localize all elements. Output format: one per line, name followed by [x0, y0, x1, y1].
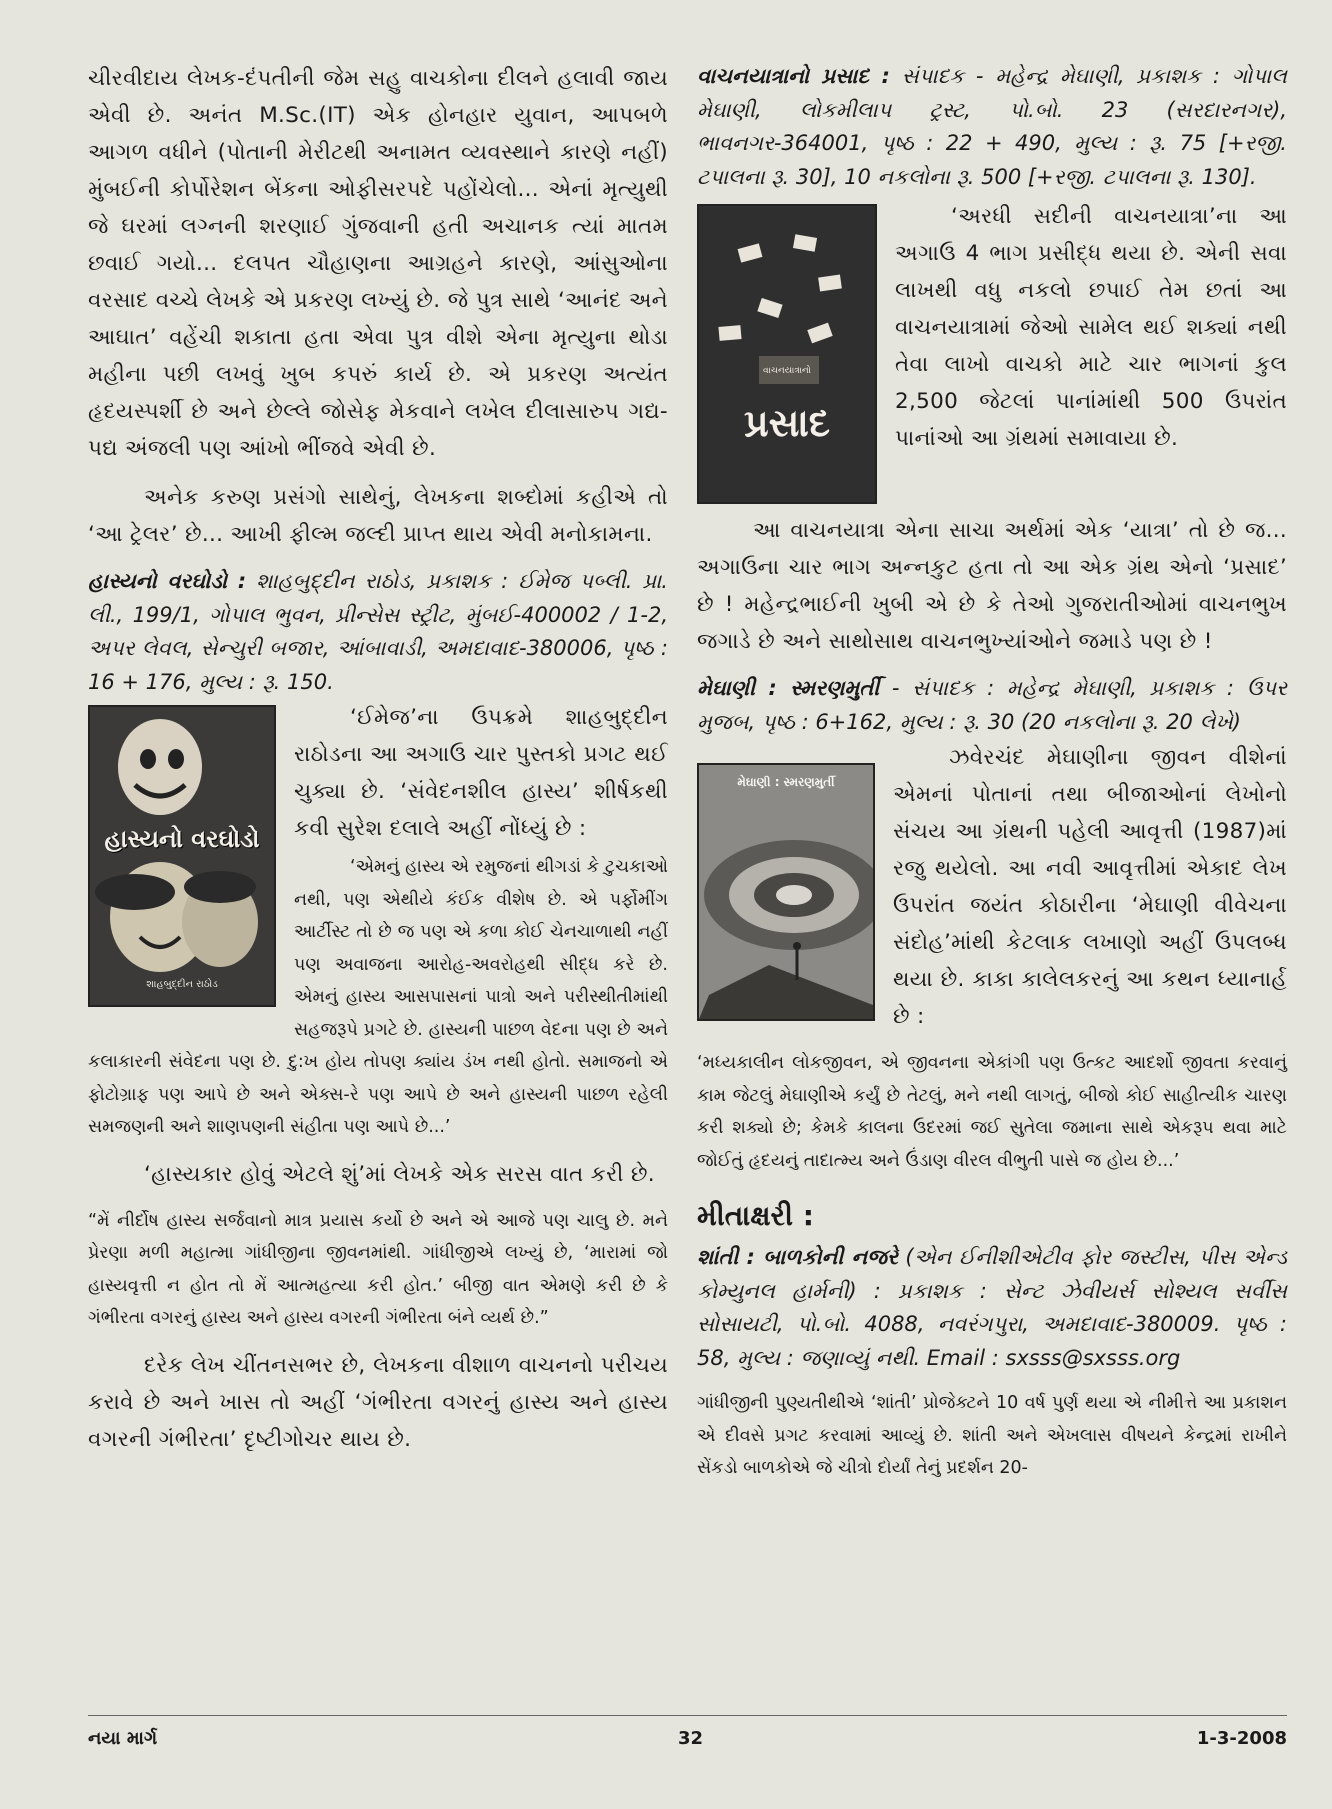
book-title: શાંતી : બાળકોની નજરે — [697, 1245, 898, 1269]
paragraph: અનેક કરુણ પ્રસંગો સાથેનું, લેખકના શબ્દોમાં કહીએ તો ‘આ ટ્રેલર’ છે... આખી ફીલ્મ જલ્દી પ્રાપ્ત થાય એવી મનોકામના. — [88, 485, 668, 547]
quote: “મેં નીર્દોષ હાસ્ય સર્જવાનો માત્ર પ્રયાસ કર્યો છે અને એ આજે પણ ચાલુ છે. મને પ્રેરણા મળી મહાત્મા ગાંધીજીના જીવનમાંથી. ગાંધીજીએ લખ્યું છે, ‘મારામાં જો હાસ્યવૃત્તી ન હોત તો મેં આત્મહત્યા કરી હોત.’ બીજી વાત એમણે કરી છે કે ગંભીરતા વગરનું હાસ્ય અને હાસ્ય વગરની ગંભીરતા બંને વ્યર્થ છે.” — [88, 1210, 668, 1328]
page-number: 32 — [678, 1728, 704, 1749]
quote: ‘એમનું હાસ્ય એ રમુજનાં થીગડાં કે ટુચકાઓ નથી, પણ એથીયે કંઈક વીશેષ છે. એ પર્ફોમીંગ આર્ટીસ્ટ તો છે જ પણ એ કળા કોઈ ચેનચાળાથી નહીં પણ અવાજના આરોહ-અવરોહથી સીદ્ધ કરે છે. એમનું હાસ્ય આસપાસનાં પાત્રો અને પરીસ્થીતીમાંથી સહજરૂપે પ્રગટે છે. હાસ્યની પાછળ વેદના પણ છે અને કલાકારની સંવેદના પણ છે. દુ:ખ હોય તોપણ ક્યાંય ડંખ નથી હોતો. સમાજનો એ ફોટોગ્રાફ પણ આપે છે અને એક્સ-રે પણ આપે છે અને હાસ્યની પાછળ રહેલી સમજણની અને શાણપણની સંહીતા પણ આપે છે...’ — [88, 857, 668, 1137]
book-cover-prasad — [697, 204, 877, 504]
paragraph: ઝવેરચંદ મેઘાણીના જીવન વીશેનાં એમનાં પોતાનાં તથા બીજાઓનાં લેખોનો સંચય આ ગ્રંથની પહેલી આવૃત્તી (1987)માં રજુ થયેલો. આ નવી આવૃત્તીમાં એકાદ લેખ ઉપરાંત જયંત કોઠારીના ‘મેઘાણી વીવેચના સંદોહ’માંથી કેટલાક લખાણો અહીં ઉપલબ્ધ થયા છે. કાકા કાલેલકરનું આ કથન ધ્યાનાર્હ છે : — [893, 745, 1287, 1029]
cover-title: પ્રસાદ — [744, 401, 830, 445]
cover-illustration — [699, 206, 875, 502]
cover-author: શાહબુદ્દીન રાઠોડ — [146, 979, 218, 990]
quote: ‘મધ્યકાલીન લોકજીવન, એ જીવનના એકાંગી પણ ઉત્કટ આદર્શો જીવતા કરવાનું કામ જેટલું મેઘાણીએ કર્યું છે તેટલું, મને નથી લાગતું, બીજો કોઈ સાહીત્યીક ચારણ કરી શક્યો છે; કેમકે કાલના ઉદરમાં જઈ સુતેલા જમાના સાથે એકરૂપ થવા માટે જોઈતું હૃદયનું તાદાત્મ્ય અને ઉંડાણ વીરલ વીભુતી પાસે જ હોય છે...’ — [697, 1053, 1287, 1171]
page-footer — [88, 1728, 1287, 1758]
book-reference — [697, 672, 1287, 739]
section-heading: મીતાક્ષરી : — [697, 1199, 814, 1232]
footer-rule — [88, 1715, 1287, 1716]
book-details: - સંપાદક : મહેન્દ્ર મેઘાણી, પ્રકાશક : ઉપર મુજબ, પૃષ્ઠ : 6+162, મુલ્ય : રૂ. 30 (20 નકલોના રૂ. 20 લેખે) — [697, 676, 1287, 734]
cover-title: મેઘાણી : સ્મરણમુર્તી — [737, 775, 835, 789]
paragraph: ‘ઈમેજ’ના ઉપક્રમે શાહબુદ્દીન રાઠોડના આ અગાઉ ચાર પુસ્તકો પ્રગટ થઈ ચુક્યા છે. ‘સંવેદનશીલ હાસ્ય’ શીર્ષકથી કવી સુરેશ દલાલે અહીં નોંધ્યું છે : — [294, 705, 668, 841]
book-title: મેઘાણી : સ્મરણમુર્તી — [697, 676, 880, 700]
book-reference — [697, 60, 1287, 194]
paragraph: ‘અરધી સદીની વાચનયાત્રા’ના આ અગાઉ 4 ભાગ પ્રસીદ્ધ થયા છે. એની સવા લાખથી વધુ નકલો છપાઈ તેમ છતાં આ વાચનયાત્રામાં જેઓ સામેલ થઈ શક્યાં નથી તેવા લાખો વાચકો માટે ચાર ભાગનાં કુલ 2,500 જેટલાં પાનાંમાંથી 500 ઉપરાંત પાનાંઓ આ ગ્રંથમાં સમાવાયા છે. — [895, 204, 1287, 451]
book-details: સંપાદક - મહેન્દ્ર મેઘાણી, પ્રકાશક : ગોપાલ મેઘાણી, લોકમીલાપ ટ્રસ્ટ, પો.બો. 23 (સરદારનગર), ભાવનગર-364001, પૃષ્ઠ : 22 + 490, મુલ્ય : રૂ. 75 [+રજી. ટપાલના રૂ. 30], 10 નકલોના રૂ. 500 [+રજી. ટપાલના રૂ. 130]. — [697, 64, 1287, 189]
right-column — [697, 60, 1287, 1485]
book-reference — [88, 565, 668, 699]
book-cover-meghani-smaranmurti — [697, 763, 875, 1021]
cover-series: વાચનયાત્રાનો — [763, 366, 811, 376]
cover-illustration — [699, 765, 873, 1019]
cover-title: હાસ્યનો વરઘોડો — [104, 825, 260, 853]
paragraph: ‘હાસ્યકાર હોવું એટલે શું’માં લેખકે એક સરસ વાત કરી છે. — [144, 1161, 655, 1187]
magazine-name: નયા માર્ગ — [88, 1728, 158, 1749]
book-reference — [697, 1241, 1287, 1375]
book-title: હાસ્યનો વરઘોડો : — [88, 569, 247, 593]
book-details: શાહબુદ્દીન રાઠોડ, પ્રકાશક : ઈમેજ પબ્લી. પ્રા. લી., 199/1, ગોપાલ ભુવન, પ્રીન્સેસ સ્ટ્રીટ, મુંબઈ-400002 / 1-2, અપર લેવલ, સેન્ચુરી બજાર, આંબાવાડી, અમદાવાદ-380006, પૃષ્ઠ : 16 + 176, મુલ્ય : રૂ. 150. — [88, 569, 668, 694]
issue-date: 1-3-2008 — [1196, 1728, 1287, 1749]
book-title: વાચનયાત્રાનો પ્રસાદ : — [697, 64, 890, 88]
paragraph: ચીરવીદાય લેખક-દંપતીની જેમ સહુ વાચકોના દીલને હલાવી જાય એવી છે. અનંત M.Sc.(IT) એક હોનહાર યુવાન, આપબળે આગળ વધીને (પોતાની મેરીટથી અનામત વ્યવસ્થાને કારણે નહીં) મુંબઈની કોર્પોરેશન બેંકના ઓફીસરપદે પહોંચેલો... એનાં મૃત્યુથી જે ઘરમાં લગ્નની શરણાઈ ગુંજવાની હતી અચાનક ત્યાં માતમ છવાઈ ગયો... દલપત ચૌહાણના આગ્રહને કારણે, આંસુઓના વરસાદ વચ્ચે લેખકે એ પ્રકરણ લખ્યું છે. જે પુત્ર સાથે ‘આનંદ અને આઘાત’ વહેંચી શકાતા હતા એવા પુત્ર વીશે એના મૃત્યુના થોડા મહીના પછી લખવું ખુબ કપરું કાર્ય છે. એ પ્રકરણ અત્યંત હૃદયસ્પર્શી છે અને છેલ્લે જોસેફ મેકવાને લખેલ દીલાસારુપ ગદ્ય-પદ્ય અંજલી પણ આંખો ભીંજવે એવી છે. — [88, 66, 668, 461]
paragraph: દરેક લેખ ચીંતનસભર છે, લેખકના વીશાળ વાચનનો પરીચય કરાવે છે અને ખાસ તો અહીં ‘ગંભીરતા વગરનું હાસ્ય અને હાસ્ય વગરની ગંભીરતા’ દૃષ્ટીગોચર થાય છે. — [88, 1352, 668, 1452]
paragraph: આ વાચનયાત્રા એના સાચા અર્થમાં એક ‘યાત્રા’ તો છે જ... અગાઉના ચાર ભાગ અન્નકુટ હતા તો આ એક ગ્રંથ એનો ‘પ્રસાદ’ છે ! મહેન્દ્રભાઈની ખુબી એ છે કે તેઓ ગુજરાતીઓમાં વાચનભુખ જગાડે છે અને સાથોસાથ વાચનભુખ્યાંઓને જમાડે પણ છે ! — [697, 518, 1287, 654]
book-cover-hasyano-varghodo — [88, 705, 276, 1007]
cover-illustration — [90, 707, 274, 1005]
left-column — [88, 60, 668, 1458]
book-details: (એન ઈનીશીએટીવ ફોર જસ્ટીસ, પીસ એન્ડ કોમ્યુનલ હાર્મની) : પ્રકાશક : સેન્ટ ઝેવીયર્સ સોશ્યલ સર્વીસ સોસાયટી, પો.બો. 4088, નવરંગપુરા, અમદાવાદ-380009. પૃષ્ઠ : 58, મુલ્ય : જણાવ્યું નથી. Email : sxsss@sxsss.org — [697, 1245, 1287, 1370]
paragraph: ગાંધીજીની પુણ્યતીથીએ ‘શાંતી’ પ્રોજેક્ટને 10 વર્ષ પુર્ણ થયા એ નીમીત્તે આ પ્રકાશન એ દીવસે પ્રગટ કરવામાં આવ્યું છે. શાંતી અને એખલાસ વીષયને કેન્દ્રમાં રાખીને સેંકડો બાળકોએ જે ચીત્રો દોર્યાં તેનું પ્રદર્શન 20- — [697, 1393, 1287, 1478]
